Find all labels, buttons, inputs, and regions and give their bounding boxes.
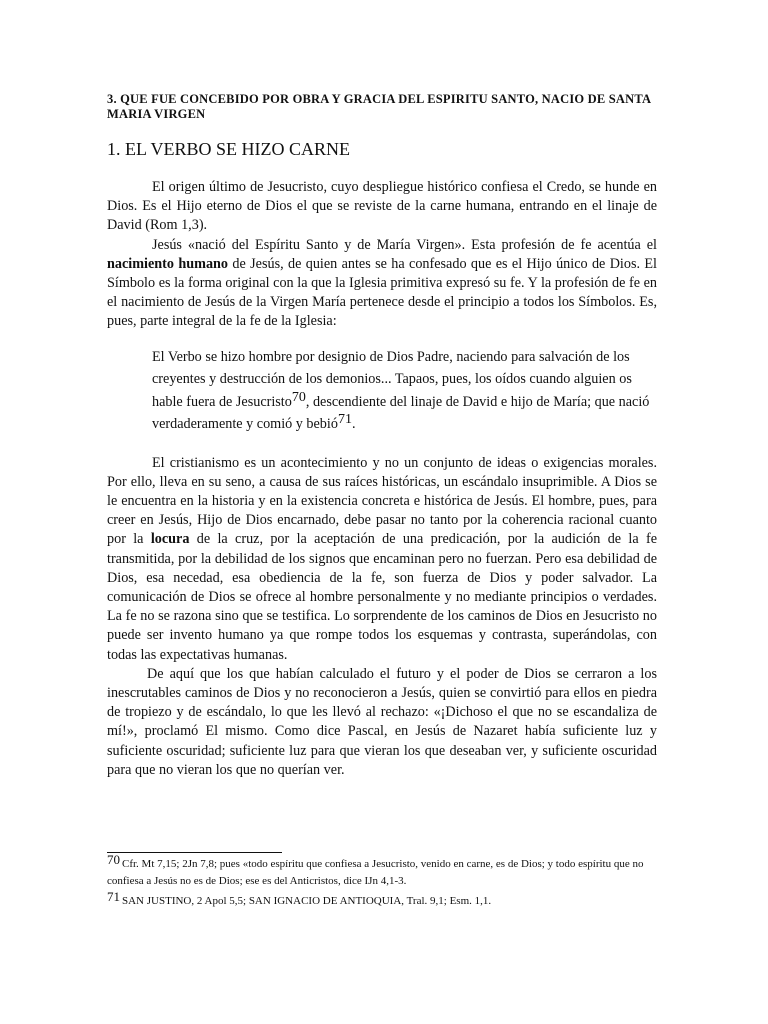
paragraph-2-text-a: Jesús «nació del Espíritu Santo y de María Virgen». Esta profesión de fe acentúa el xyxy=(152,236,657,253)
footnote-number: 71 xyxy=(107,889,120,904)
quote-text-b: , descendiente del linaje de David e hijo de María; que nació verdaderamente y comió y bebió xyxy=(152,393,650,433)
footnote-number: 70 xyxy=(107,852,120,867)
paragraph-3-text-b: de la cruz, por la aceptación de una predicación, por la audición de la fe transmitida, por la debilidad de los signos que encaminan pero no fuerzan. Pero esa debilidad de Dios, esa necedad, esa obediencia de la fe, son fuerza de Dios y poder salvador. La comunicación de Dios se ofrece al hombre personalmente y no mediante principios o verdades. La fe no se razona sino que se testifica. Lo sorprendente de los caminos de Dios en Jesucristo no puede ser invento humano ya que rompe todos los esquemas y contrasta, superándolas, con todas las expectativas humanas. xyxy=(107,531,657,663)
footnote-ref-70[interactable]: 70 xyxy=(291,389,306,405)
document-body xyxy=(107,178,657,780)
footnote-separator xyxy=(107,852,282,853)
footnote-text: Cfr. Mt 7,15; 2Jn 7,8; pues «todo espíritu que confiesa a Jesucristo, venido en carne, es de Dios; y todo espíritu que no confiesa a Jesús no es de Dios; ese es del Anticristos, dice IJn 4,1-3. xyxy=(107,858,644,887)
section-title: 1. EL VERBO SE HIZO CARNE xyxy=(107,139,350,159)
footnote-71 xyxy=(107,889,662,910)
chapter-title: 3. QUE FUE CONCEBIDO POR OBRA Y GRACIA DEL ESPIRITU SANTO, NACIO DE SANTA MARIA VIRGEN xyxy=(107,92,651,121)
paragraph-3-bold: locura xyxy=(150,531,190,548)
footnotes xyxy=(107,852,662,910)
paragraph-4: De aquí que los que habían calculado el futuro y el poder de Dios se cerraron a los inescrutables caminos de Dios y no reconocieron a Jesús, quien se convirtió para ellos en piedra de tropiezo y de escándalo, lo que les llevó al rechazo: «¡Dichoso el que no se escandaliza de mí!», proclamó El mismo. Como dice Pascal, en Jesús de Nazaret había suficiente luz y suficiente oscuridad; suficiente luz para que vieran los que deseaban ver, y suficiente oscuridad para que no vieran los que no querían ver. xyxy=(107,665,657,778)
footnote-ref-71[interactable]: 71 xyxy=(337,412,352,428)
paragraph-3-text-a: El cristianismo es un acontecimiento y no un conjunto de ideas o exigencias morales. Por ello, lleva en su seno, a causa de sus raíces históricas, un escándalo insuprimible. A Dios se le encuentra en la historia y en la existencia concreta e histórica de Jesús. El hombre, pues, para creer en Jesús, Hijo de Dios encarnado, debe pasar no tanto por la coherencia racional cuanto por la xyxy=(107,454,657,548)
paragraph-2 xyxy=(107,236,657,332)
paragraph-3 xyxy=(107,454,657,665)
footnote-70 xyxy=(107,852,662,889)
paragraph-1: El origen último de Jesucristo, cuyo despliegue histórico confiesa el Credo, se hunde en Dios. Es el Hijo eterno de Dios el que se reviste de la carne humana, entrando en el linaje de David (Rom 1,3). xyxy=(107,179,657,234)
footnote-text: SAN JUSTINO, 2 Apol 5,5; SAN IGNACIO DE ANTIOQUIA, Tral. 9,1; Esm. 1,1. xyxy=(122,895,492,907)
paragraph-2-bold: nacimiento humano xyxy=(107,255,229,272)
quote-end: . xyxy=(351,416,356,433)
paragraph-2-text-b: de Jesús, de quien antes se ha confesado que es el Hijo único de Dios. El Símbolo es la forma original con la que la Iglesia primitiva expresó su fe. Y la profesión de fe en el nacimiento de Jesús de la Virgen María pertenece desde el principio a todos los Símbolos. Es, pues, parte integral de la fe de la Iglesia: xyxy=(107,255,658,330)
block-quote xyxy=(152,346,657,436)
quote-text-a: El Verbo se hizo hombre por designio de Dios Padre, naciendo para salvación de los creyentes y destrucción de los demonios... Tapaos, pues, los oídos cuando alguien os hable fuera de Jesucristo xyxy=(152,348,632,410)
